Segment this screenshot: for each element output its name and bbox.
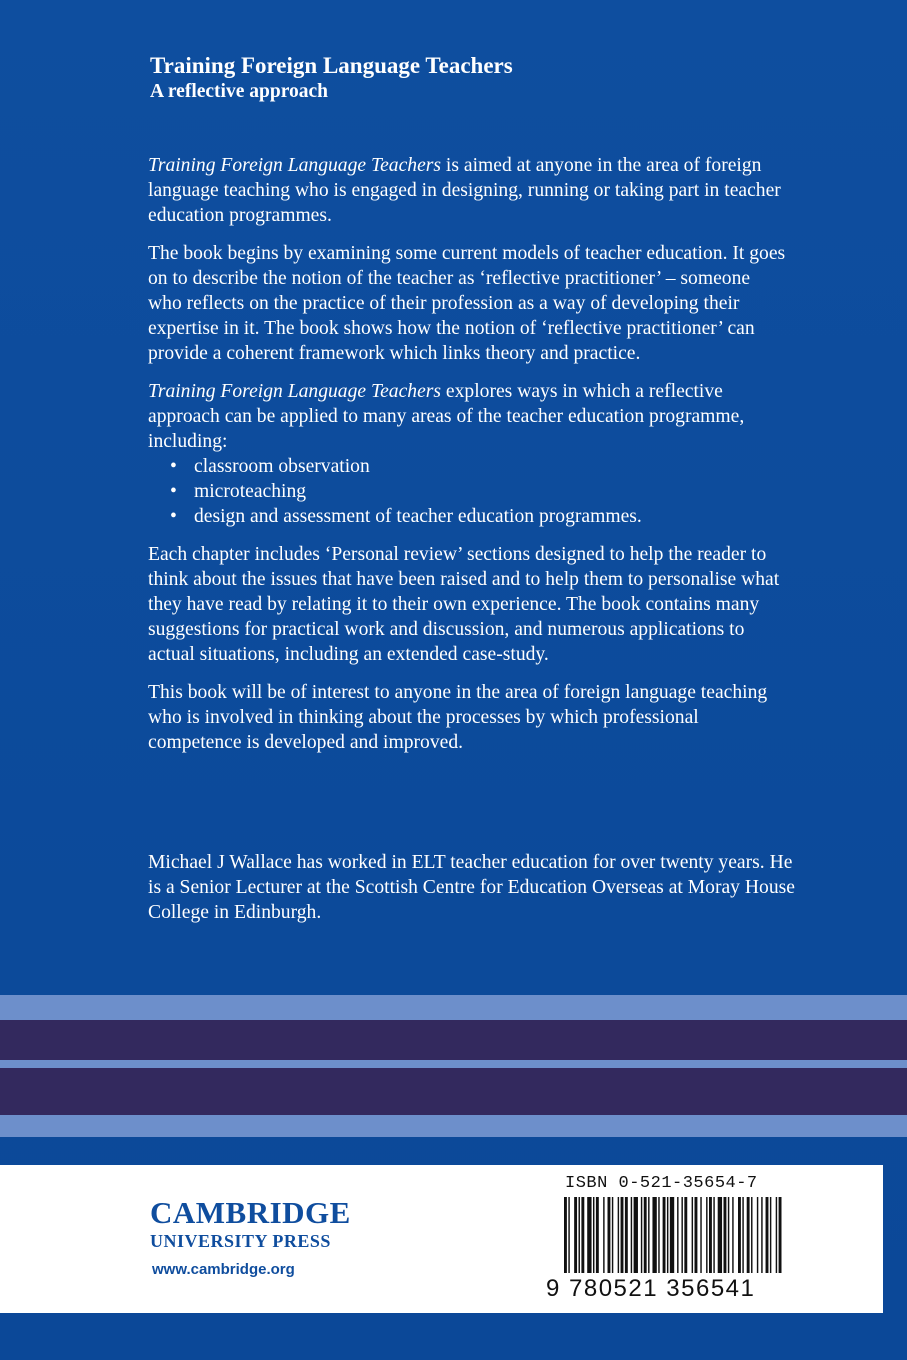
bullet-list	[148, 454, 788, 529]
bullet-item: • design and assessment of teacher education programmes.	[170, 504, 788, 529]
barcode-bar	[596, 1197, 599, 1273]
barcode-bar	[568, 1197, 569, 1273]
book-title: Training Foreign Language Teachers	[150, 53, 513, 78]
blurb-paragraph-1-text: is aimed at anyone in the area of foreign language teaching who is engaged in designing, running or taking part in teacher education programmes.	[148, 155, 781, 226]
barcode-bar	[747, 1197, 750, 1273]
barcode-bar	[564, 1197, 567, 1273]
blurb-paragraph-3	[148, 379, 788, 454]
barcode-bar	[700, 1197, 701, 1273]
barcode-bar	[608, 1197, 611, 1273]
barcode-bar	[603, 1197, 604, 1273]
barcode-bar	[713, 1197, 714, 1273]
blurb-paragraph-2: The book begins by examining some current models of teacher education. It goes on to describe the notion of the teacher as ‘reflective practitioner’ – someone who reflects on the practice of their profession as a way of developing their expertise in it. The book shows how the notion of ‘reflective practitioner’ can provide a coherent framework which links theory and practice.	[148, 243, 786, 364]
stripe-light	[0, 995, 907, 1020]
barcode-bar	[641, 1197, 642, 1273]
barcode	[562, 1197, 868, 1273]
barcode-bar	[652, 1197, 656, 1273]
blurb-paragraph-4: Each chapter includes ‘Personal review’ sections designed to help the reader to think about the issues that have been raised and to help them to personalise what they have read by relating it to their own experience. The book contains many suggestions for practical work and discussion, and numerous applications to actual situations, including an extended case-study.	[148, 544, 780, 665]
barcode-bar	[579, 1197, 580, 1273]
barcode-bar	[732, 1197, 733, 1273]
title-block	[150, 52, 513, 104]
stripe-light	[0, 1115, 907, 1137]
isbn-label: ISBN 0-521-35654-7	[565, 1174, 758, 1193]
author-bio: Michael J Wallace has worked in ELT teacher education for over twenty years. He is a Senior Lecturer at the Scottish Centre for Education Overseas at Moray House College in Edinburgh.	[148, 852, 795, 923]
blurb-paragraph-5: This book will be of interest to anyone in the area of foreign language teaching who is involved in thinking about the processes by which professional competence is developed and improved.	[148, 682, 768, 753]
barcode-bar	[670, 1197, 674, 1273]
barcode-bar	[658, 1197, 659, 1273]
book-subtitle: A reflective approach	[150, 81, 328, 102]
barcode-bar	[770, 1197, 771, 1273]
barcode-bar	[766, 1197, 769, 1273]
barcode-bar	[695, 1197, 698, 1273]
blurb-paragraph-1	[148, 153, 788, 228]
barcode-bar	[644, 1197, 647, 1273]
barcode-bar	[684, 1197, 687, 1273]
bullet-item: • classroom observation	[170, 454, 788, 479]
barcode-bar	[618, 1197, 619, 1273]
barcode-bar	[667, 1197, 668, 1273]
barcode-bar	[738, 1197, 741, 1273]
barcode-bar	[621, 1197, 624, 1273]
barcode-bar	[625, 1197, 628, 1273]
blurb	[148, 153, 788, 768]
barcode-bar	[761, 1197, 762, 1273]
barcode-bar	[757, 1197, 758, 1273]
barcode-bar	[648, 1197, 649, 1273]
barcode-bar	[612, 1197, 613, 1273]
stripe-dark	[0, 1068, 907, 1115]
barcode-bar	[751, 1197, 752, 1273]
barcode-bar	[631, 1197, 632, 1273]
stripe-light	[0, 1060, 907, 1068]
barcode-bar	[709, 1197, 712, 1273]
book-title-italic: Training Foreign Language Teachers	[148, 381, 442, 402]
barcode-bar	[728, 1197, 729, 1273]
blurb-paragraph-3-text: explores ways in which a reflective approach can be applied to many areas of the teacher education programme, including:	[148, 381, 745, 452]
barcode-bar	[593, 1197, 594, 1273]
bullet-item: • microteaching	[170, 479, 788, 504]
stripe-dark	[0, 1020, 907, 1060]
barcode-bar	[634, 1197, 638, 1273]
barcode-bar	[587, 1197, 591, 1273]
barcode-bar	[706, 1197, 707, 1273]
publisher-url[interactable]: www.cambridge.org	[152, 1261, 295, 1278]
barcode-bar	[681, 1197, 682, 1273]
barcode-bar	[581, 1197, 584, 1273]
book-title-italic: Training Foreign Language Teachers	[148, 155, 442, 176]
barcode-bar	[692, 1197, 693, 1273]
barcode-bar	[663, 1197, 666, 1273]
publisher-subname: UNIVERSITY PRESS	[150, 1231, 331, 1251]
barcode-bar	[776, 1197, 777, 1273]
publisher-logo	[150, 1197, 351, 1279]
barcode-bar	[574, 1197, 577, 1273]
publisher-name: CAMBRIDGE	[150, 1195, 351, 1230]
barcode-bar	[724, 1197, 727, 1273]
barcode-bar	[779, 1197, 782, 1273]
barcode-digits: 9 780521 356541	[546, 1275, 756, 1302]
barcode-bar	[677, 1197, 678, 1273]
barcode-bar	[718, 1197, 722, 1273]
barcode-bar	[742, 1197, 743, 1273]
